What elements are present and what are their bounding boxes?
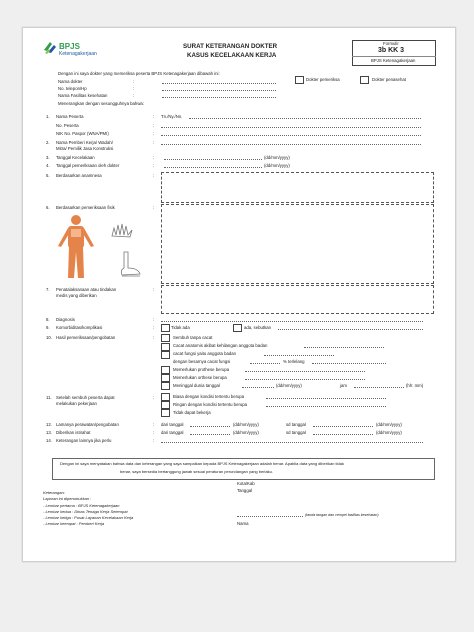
label-istirahat-sd: sd tanggal [286, 430, 306, 435]
label-pemberi-kerja-1: Nama Pemberi Kerja/ Wadah/ [56, 140, 113, 145]
checkbox-ringan[interactable] [161, 401, 170, 409]
checkbox-dokter-pemeriksa[interactable] [295, 76, 304, 84]
colon: : [153, 438, 155, 443]
pemeriksaan-fisik-box[interactable] [161, 204, 434, 284]
checkbox-sembuh[interactable] [161, 334, 170, 342]
form-title-1: SURAT KETERANGAN DOKTER [183, 43, 278, 50]
label-tgl-periksa: Tanggal pemeriksaan oleh dokter [56, 163, 120, 168]
label-menerangkan: Menerangkan dengan sesungguhnya bahwa: [58, 101, 145, 106]
signature-note: (tanda tangan dan cempel fasilitas kesehatan) [305, 513, 379, 517]
colon: : [153, 335, 155, 340]
terlelang-line[interactable] [312, 363, 386, 364]
tgl-kecelakaan-line[interactable] [164, 159, 262, 160]
checkbox-ada[interactable] [233, 324, 242, 332]
num-4: 4. [46, 163, 50, 168]
dari-tgl-line[interactable] [190, 426, 230, 427]
meninggal-format: (dd/mm/yyyy) [276, 383, 302, 388]
statement-line-2: benar, saya bersedia bertanggung jawab sesuai peraturan perundangan yang berlaku. [120, 469, 273, 474]
footer-lembar-2: - Lembar kedua : Dinas Tenaga Kerja Setempat [43, 509, 128, 514]
label-no-peserta: No. Peserta [56, 123, 79, 128]
pemberi-kerja-line[interactable] [161, 144, 421, 145]
komplikasi-line[interactable] [278, 329, 423, 330]
colon: : [153, 131, 155, 136]
signature-line[interactable] [237, 516, 303, 517]
label-diagnosis: Diagnosis [56, 317, 75, 322]
prefix-nama: Tn./Ny./Nn. [161, 114, 183, 119]
colon: : [153, 430, 155, 435]
foot-diagram-icon [118, 250, 142, 278]
bpjs-logo-icon [42, 40, 58, 56]
colon: : [153, 114, 155, 119]
checkbox-tidak-dapat[interactable] [161, 409, 170, 417]
nama-dokter-line[interactable] [162, 83, 276, 84]
opt-besarnya-cacat: dengan besarnya cacat fungsi [173, 359, 231, 364]
hand-diagram-icon [110, 222, 136, 238]
checkbox-orthese[interactable] [161, 374, 170, 382]
sd-tgl-line[interactable] [313, 426, 373, 427]
colon: : [133, 86, 135, 91]
num-1: 1. [46, 114, 50, 119]
dari-format: (dd/mm/yyyy) [233, 422, 259, 427]
label-lama-perawatan: Lamanya perawatan/pengobatan [56, 422, 119, 427]
colon: : [153, 155, 155, 160]
footer-lembar-title: Laporan ini diperuntukkan : [43, 496, 92, 501]
istirahat-sd-line[interactable] [313, 434, 373, 435]
keterangan-lain-line[interactable] [161, 442, 423, 443]
label-istirahat: Diberikan istirahat [56, 430, 91, 435]
anamnesa-box[interactable] [161, 172, 434, 203]
opt-tidak-ada: Tidak ada [171, 325, 190, 330]
num-10: 10. [46, 335, 52, 340]
meninggal-tgl-line[interactable] [242, 387, 274, 388]
form-code: 3b KK 3 [378, 47, 405, 54]
cacat-fungsi-line[interactable] [264, 355, 334, 356]
opt-ringan: Ringan dengan kondisi tertentu berupa [173, 402, 248, 407]
colon: : [153, 317, 155, 322]
checkbox-dokter-penasehat[interactable] [360, 76, 369, 84]
label-nama-dokter: Nama dokter [58, 79, 83, 84]
footer-lembar-3: - Lembar ketiga : Pusat Layanan Kecelakaan Kerja [43, 515, 134, 520]
label-istirahat-dari: dari tanggal [161, 430, 184, 435]
statement-line-1: Dengan ini saya menyatakan bahwa data dan keterangan yang saya sampaikan kepada BPJS Ketenagakerjaan adalah benar. Apabila data yang diberikan tidak [60, 461, 344, 466]
label-setelah-sembuh-1: Setelah sembuh peserta dapat [56, 395, 115, 400]
footer-keterangan: Keterangan: [43, 490, 65, 495]
checkbox-meninggal[interactable] [161, 382, 170, 390]
label-setelah-sembuh-2: melakukan pekerjaan [56, 401, 97, 406]
form-code-org: BPJS Ketenagakerjaan [371, 58, 416, 63]
opt-biasa: Biasa dengan kondisi tertentu berupa [173, 394, 245, 399]
colon: : [153, 173, 155, 178]
label-tgl-kecelakaan: Tanggal Kecelakaan [56, 155, 95, 160]
opt-cacat-fungsi: cacat fungsi yaitu anggota badan [173, 351, 237, 356]
jam-format: (hh: mm) [406, 383, 424, 388]
body-diagram-icon [52, 214, 100, 280]
num-7: 7. [46, 287, 50, 292]
colon: : [153, 287, 155, 292]
opt-meninggal: Meninggal dunia tanggal [173, 383, 220, 388]
colon: : [153, 123, 155, 128]
colon: : [153, 325, 155, 330]
num-13: 13. [46, 430, 52, 435]
prothese-line[interactable] [245, 371, 365, 372]
penatalaksanaan-box[interactable] [161, 285, 434, 314]
num-14: 14. [46, 438, 52, 443]
persen-line[interactable] [250, 363, 280, 364]
num-6: 6. [46, 205, 50, 210]
label-hasil-pemeriksaan: Hasil pemeriksaan/pengobatan [56, 335, 116, 340]
colon: : [133, 93, 135, 98]
colon: : [153, 163, 155, 168]
telepon-line[interactable] [162, 90, 276, 91]
brand-name: BPJS [59, 42, 80, 51]
label-nama-peserta: Nama Peserta [56, 114, 84, 119]
istirahat-sd-format: (dd/mm/yyyy) [376, 430, 402, 435]
opt-cacat-anatomis: Cacat anatomis akibat kehilangan anggota badan [173, 343, 268, 348]
label-pemberi-kerja-2: Mitra/ Pemilik Jasa Konstruksi [56, 146, 114, 151]
colon: : [153, 140, 155, 145]
num-9: 9. [46, 325, 50, 330]
opt-sembuh: Sembuh tanpa cacat [173, 335, 213, 340]
footer-lembar-4: - Lembar keempat : Pemberi Kerja [43, 521, 105, 526]
nama-peserta-line[interactable] [189, 118, 421, 119]
num-8: 8. [46, 317, 50, 322]
no-peserta-line[interactable] [161, 127, 421, 128]
diagnosis-line[interactable] [161, 321, 423, 322]
label-komorbiditas: Komorbiditas/komplikasi [56, 325, 103, 330]
label-kota: Kota/Kab [237, 481, 255, 486]
date-format: (dd/mm/yyyy) [264, 155, 290, 160]
label-jam: jam [340, 383, 347, 388]
opt-prothese: Memerlukan prothese berupa [173, 367, 230, 372]
nik-line[interactable] [161, 135, 421, 136]
label-pemeriksaan-fisik: Berdasarkan pemeriksaan fisik [56, 205, 115, 210]
label-nama: Nama [237, 521, 249, 526]
label-persen: % terlelang [283, 359, 305, 364]
label-penatalaksanaan-1: Penatalaksanaan atau tindakan [56, 287, 117, 292]
jam-line[interactable] [354, 387, 404, 388]
opt-ada: ada, sebutkan [244, 325, 271, 330]
num-11: 11. [46, 395, 52, 400]
num-3: 3. [46, 155, 50, 160]
checkbox-cacat-fungsi[interactable] [161, 351, 170, 359]
colon: : [133, 79, 135, 84]
label-faskes: Nama Fasilitas kesehatan [58, 93, 108, 98]
form-code-label: Formulir [383, 41, 399, 46]
istirahat-dari-line[interactable] [190, 434, 230, 435]
cacat-anatomis-line[interactable] [304, 347, 384, 348]
form-code-divider [352, 56, 436, 57]
faskes-line[interactable] [162, 97, 276, 98]
num-12: 12. [46, 422, 52, 427]
orthese-line[interactable] [245, 379, 365, 380]
date-format: (dd/mm/yyyy) [264, 163, 290, 168]
brand-sub: Ketenagakerjaan [59, 51, 97, 57]
label-keterangan-lain: Keterangan lainnya jika perlu [56, 438, 112, 443]
istirahat-dari-format: (dd/mm/yyyy) [233, 430, 259, 435]
num-2: 2. [46, 140, 50, 145]
label-nik: NIK No. Paspor (WNA/PMI) [56, 131, 109, 136]
label-sd-tgl: sd tanggal [286, 422, 306, 427]
num-5: 5. [46, 173, 50, 178]
checkbox-prothese[interactable] [161, 366, 170, 374]
opt-dokter-pemeriksa: Dokter pemeriksa [306, 77, 340, 82]
label-telepon: No. telepon/Hp [58, 86, 87, 91]
intro-line: Dengan ini saya dokter yang memeriksa peserta BPJS Ketenagakerjaan dibawah ini: [58, 71, 220, 76]
checkbox-biasa[interactable] [161, 393, 170, 401]
opt-tidak-dapat: Tidak dapat bekerja [173, 410, 211, 415]
tgl-periksa-line[interactable] [164, 167, 262, 168]
footer-lembar-1: - Lembar pertama : BPJS Ketenagakerjaan [43, 503, 120, 508]
label-dari-tgl: dari tanggal [161, 422, 184, 427]
biasa-line[interactable] [266, 398, 386, 399]
label-anamnesa: Berdasarkan anamnesa [56, 173, 102, 178]
sd-format: (dd/mm/yyyy) [376, 422, 402, 427]
form-title-2: KASUS KECELAKAAN KERJA [187, 52, 277, 59]
ringan-line[interactable] [266, 406, 386, 407]
colon: : [153, 205, 155, 210]
colon: : [153, 422, 155, 427]
checkbox-tidak-ada[interactable] [161, 324, 170, 332]
label-penatalaksanaan-2: medis yang diberikan [56, 293, 97, 298]
opt-orthese: Memerlukan orthese berupa [173, 375, 227, 380]
checkbox-cacat-anatomis[interactable] [161, 343, 170, 351]
opt-dokter-penasehat: Dokter penasehat [372, 77, 406, 82]
colon: : [153, 395, 155, 400]
label-tanggal: Tanggal [237, 488, 253, 493]
